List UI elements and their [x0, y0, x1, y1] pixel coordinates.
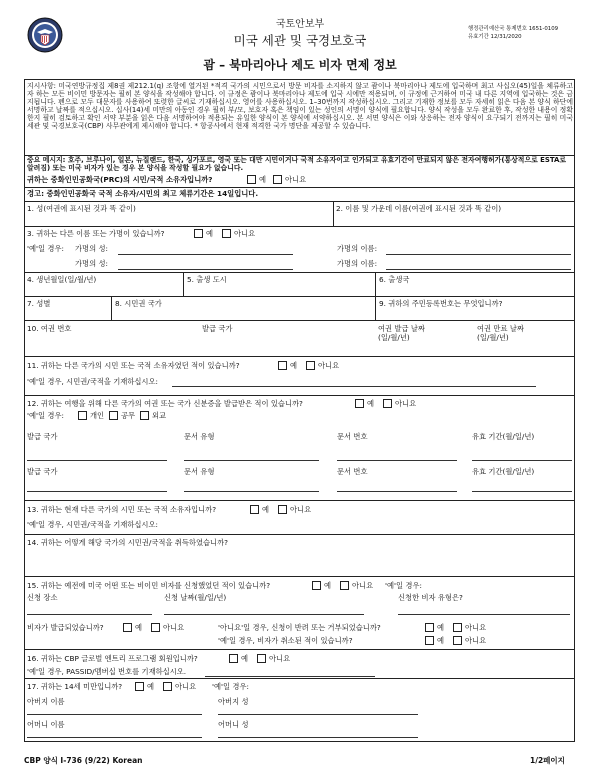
q11-detail-input[interactable] [172, 386, 536, 387]
alias-first-input[interactable] [386, 254, 571, 255]
mother-first-name: 어머니 성 [218, 720, 249, 729]
q1-last-name: 1. 성(여권에 표시된 것과 똑 같이) [27, 204, 136, 213]
alias-last-input-2[interactable] [118, 269, 293, 270]
q3-yes-checkbox[interactable] [194, 229, 203, 238]
q2-first-name: 2. 이름 및 가운데 이름(여권에 표시된 것과 똑 같이) [336, 204, 502, 213]
doc1-type: 문서 유형 [184, 432, 215, 441]
q16-detail-input[interactable] [205, 676, 375, 677]
q17-no-label: 아니요 [175, 682, 197, 691]
visa-refused: '아니요'일 경우, 신청이 반려 또는 거부되었습니까? [218, 623, 381, 632]
q11-yes-label: 예 [290, 361, 298, 370]
q16-global-entry: 16. 귀하는 CBP 글로벌 엔트리 프로그램 회원입니까? [27, 654, 198, 663]
q15-no-label: 아니요 [352, 581, 374, 590]
q12-official-checkbox[interactable] [109, 411, 118, 420]
prc-question: 귀하는 중화인민공화국(PRC)의 시민/국적 소유자입니까? [27, 175, 213, 184]
father-last-input[interactable] [27, 714, 202, 715]
q13-no-checkbox[interactable] [278, 505, 287, 514]
q10-passport: 10. 여권 번호 [27, 324, 72, 333]
mother-last-input[interactable] [27, 737, 202, 738]
prc-yes-label: 예 [259, 175, 267, 184]
q13-yes-checkbox[interactable] [250, 505, 259, 514]
q12-yes-checkbox[interactable] [355, 399, 364, 408]
q16-yes-checkbox[interactable] [229, 654, 238, 663]
visa-cancelled: '예'일 경우, 비자가 취소된 적이 있습니까? [218, 636, 353, 645]
application-date-input[interactable] [164, 614, 364, 615]
q17-under-14: 17. 귀하는 14세 미만입니까? [27, 682, 123, 691]
doc2-number-input[interactable] [337, 491, 457, 492]
application-date: 신청 날짜(월/일/년) [164, 593, 227, 602]
alias-last-label-2: 가명의 성: [75, 259, 108, 268]
q16-no-checkbox[interactable] [257, 654, 266, 663]
passport-issue-date: 여권 발급 날짜 [378, 324, 425, 333]
alias-first-input-2[interactable] [386, 269, 571, 270]
page-number: 1/2페이지 [530, 756, 565, 765]
visa-issued-yes-checkbox[interactable] [123, 623, 132, 632]
doc2-validity: 유효 기간(월/일/년) [472, 467, 535, 476]
q17-yes-label: 예 [147, 682, 155, 691]
mother-last-name: 어머니 이름 [27, 720, 65, 729]
doc2-validity-input[interactable] [472, 491, 572, 492]
alias-first-label-2: 가명의 이름: [337, 259, 378, 268]
q5-birth-city: 5. 출생 도시 [187, 275, 227, 284]
q16-detail: '예'일 경우, PASSID/멤버십 번호를 기재하십시오. [27, 667, 187, 676]
father-first-name: 아버지 성 [218, 697, 249, 706]
doc2-number: 문서 번호 [337, 467, 368, 476]
bureau-name: 미국 세관 및 국경보호국 [233, 33, 367, 48]
q13-detail: '예'일 경우, 시민권/국적을 기재하십시오: [27, 520, 158, 529]
q15-if-yes: '예'일 경우: [385, 581, 422, 590]
privacy-notice: 지시사항: 미국연방규정집 제8권 제212.1(q) 조항에 열거된 *적격 국가의 시민으로서 방문 비자를 소지하지 않고 괌이나 북마리아나 제도에 입국하며 최고 사십오(45)일을 체류하고자 하는 모든 비이민 방문자는 필히 본 양식을 작성해야 합니다. 이 규정은 괌이나 북마리아나 제도에 입국 시에만 적용되며, 이 규정에 근거하여 미국 내 다른 지역에 입국하는 것은 금지됩니다. 펜으로 모두 대문자를 사용하여 또렷한 글씨로 기재하십시오. 영어를 사용하십시오. 1–30번까지 작성하십시오. 그리고 기재한 정보를 모두 자세히 읽은 다음 본 양식 하단에 서명하고 날짜를 적으십시오. 십사(14)세 미만의 아동인 경우 필히 부/모, 보호자 혹은 책임이 있는 성인의 서명이 양식에 필요합니다. 양식 작성을 모두 완료한 후, 작성한 내용이 정확한지 필히 검토하고 확인 서약 부분을 읽은 다음 서명하여야 적용되는 유일한 양식이 본 양식에 서약하십시오. 본 서면 양식은 이와 상응하는 전자 양식이 요구되기 전까지는 필히 미국 세관 및 국경보호국(CBP) 사무관에게 제시해야 합니다. * 항공사에서 현재 적격한 국가 명단을 제공할 수 있습니다. [27, 82, 573, 131]
q9-national-id: 9. 귀하의 주민등록번호는 무엇입니까? [379, 299, 503, 308]
q11-no-label: 아니요 [318, 361, 340, 370]
q8-citizenship: 8. 시민권 국가 [115, 299, 162, 308]
q12-no-checkbox[interactable] [383, 399, 392, 408]
agency-name: 국토안보부 [275, 19, 325, 30]
passport-expiry-date: 여권 만료 날짜 [477, 324, 524, 333]
q6-birth-country: 6. 출생국 [379, 275, 410, 284]
visa-issued: 비자가 발급되었습니까? [27, 623, 104, 632]
doc1-number-input[interactable] [337, 460, 457, 461]
q17-if-yes: '예'일 경우: [212, 682, 249, 691]
q4-dob: 4. 생년월일(일/월/년) [27, 275, 97, 284]
visa-type: 신청한 비자 유형은? [398, 593, 463, 602]
expiry-date: 유효기간 12/31/2020 [468, 34, 522, 40]
q15-no-checkbox[interactable] [340, 581, 349, 590]
prc-yes-checkbox[interactable] [247, 175, 256, 184]
q13-no-label: 아니요 [290, 505, 312, 514]
application-place-input[interactable] [27, 614, 152, 615]
q12-yes-label: 예 [367, 399, 375, 408]
passport-expiry-dmy: (일/월/년) [477, 333, 509, 342]
q14-acquired: 14. 귀하는 어떻게 해당 국가의 시민권/국적을 취득하였습니까? [27, 538, 229, 547]
q3-alias: 3. 귀하는 다른 이름 또는 가명이 있습니까? [27, 229, 165, 238]
doc1-type-input[interactable] [184, 460, 319, 461]
doc2-type-input[interactable] [184, 491, 319, 492]
q11-yes-checkbox[interactable] [278, 361, 287, 370]
prc-no-label: 아니요 [285, 175, 307, 184]
visa-issued-yes-label: 예 [135, 623, 143, 632]
q7-gender: 7. 성별 [27, 299, 51, 308]
q3-no-checkbox[interactable] [222, 229, 231, 238]
doc1-issuing-country: 발급 국가 [27, 432, 58, 441]
q12-personal-checkbox[interactable] [78, 411, 87, 420]
q16-no-label: 아니요 [269, 654, 291, 663]
omb-number: 행정관리예산국 통제번호 1651-0109 [468, 26, 559, 32]
prc-no-checkbox[interactable] [273, 175, 282, 184]
alias-first-label: 가명의 이름: [337, 244, 378, 253]
doc1-validity: 유효 기간(월/일/년) [472, 432, 535, 441]
q3-yes-label: 예 [206, 229, 214, 238]
visa-refused-yes-label: 예 [437, 623, 445, 632]
q3-no-label: 아니요 [234, 229, 256, 238]
passport-issuing-country: 발급 국가 [202, 324, 233, 333]
doc2-type: 문서 유형 [184, 467, 215, 476]
important-message: 중요 메시지: 호주, 브루나이, 일본, 뉴질랜드, 한국, 싱가포르, 영국 또는 대만 시민이거나 국적 소유자이고 인가되고 유효기간이 만료되지 않은 전자여행허가(통상적으로 ESTA로 알려짐) 또는 미국 비자가 있는 경우 본 양식을 작성할 필요가 없습니다. [27, 156, 566, 173]
q17-no-checkbox[interactable] [163, 682, 172, 691]
visa-refused-no-label: 아니요 [465, 623, 487, 632]
doc1-number: 문서 번호 [337, 432, 368, 441]
alias-last-label: 가명의 성: [75, 244, 108, 253]
q3-if-yes: '예'일 경우: [27, 244, 64, 253]
q15-previous-visa: 15. 귀하는 예전에 미국 어떤 또는 비이민 비자를 신청했었던 적이 있습니까? [27, 581, 271, 590]
prc-warning: 경고: 중화인민공화국 국적 소유자/시민의 최고 체류기간은 14일입니다. [27, 189, 259, 198]
visa-cancelled-no-label: 아니요 [465, 636, 487, 645]
q12-diplomatic-label: 외교 [152, 411, 167, 420]
q11-no-checkbox[interactable] [306, 361, 315, 370]
q12-personal-label: 개인 [90, 411, 105, 420]
mother-first-input[interactable] [218, 737, 418, 738]
q15-yes-label: 예 [324, 581, 332, 590]
q15-yes-checkbox[interactable] [312, 581, 321, 590]
visa-cancelled-yes-checkbox[interactable] [425, 636, 434, 645]
doc2-issuing-country: 발급 국가 [27, 467, 58, 476]
q17-yes-checkbox[interactable] [135, 682, 144, 691]
q11-other-citizenship: 11. 귀하는 다른 국가의 시민 또는 국적 소유자였던 적이 있습니까? [27, 361, 240, 370]
father-last-name: 아버지 이름 [27, 697, 65, 706]
q11-detail: '예'일 경우, 시민권/국적을 기재하십시오: [27, 377, 158, 386]
visa-issued-no-label: 아니요 [163, 623, 185, 632]
visa-cancelled-yes-label: 예 [437, 636, 445, 645]
form-id: CBP 양식 I-736 (9/22) Korean [24, 756, 143, 765]
visa-type-input[interactable] [398, 614, 570, 615]
q12-official-label: 공무 [121, 411, 136, 420]
alias-last-input[interactable] [118, 254, 293, 255]
visa-issued-no-checkbox[interactable] [151, 623, 160, 632]
doc1-validity-input[interactable] [472, 460, 572, 461]
visa-cancelled-no-checkbox[interactable] [453, 636, 462, 645]
doc2-country-input[interactable] [27, 491, 167, 492]
doc1-country-input[interactable] [27, 460, 167, 461]
q12-other-passport: 12. 귀하는 여행을 위해 다른 국가의 여권 또는 국가 신분증을 발급받은 적이 있습니까? [27, 399, 303, 408]
q13-yes-label: 예 [262, 505, 270, 514]
visa-refused-yes-checkbox[interactable] [425, 623, 434, 632]
passport-issue-dmy: (일/월/년) [378, 333, 410, 342]
visa-refused-no-checkbox[interactable] [453, 623, 462, 632]
q13-current-citizenship: 13. 귀하는 현재 다른 국가의 시민 또는 국적 소유자입니까? [27, 505, 217, 514]
q16-yes-label: 예 [241, 654, 249, 663]
q12-diplomatic-checkbox[interactable] [140, 411, 149, 420]
q12-no-label: 아니요 [395, 399, 417, 408]
q12-if-yes: '예'일 경우: [27, 411, 64, 420]
father-first-input[interactable] [218, 714, 418, 715]
application-place: 신청 장소 [27, 593, 58, 602]
page-title: 괌 – 북마리아나 제도 비자 면제 정보 [203, 58, 397, 72]
